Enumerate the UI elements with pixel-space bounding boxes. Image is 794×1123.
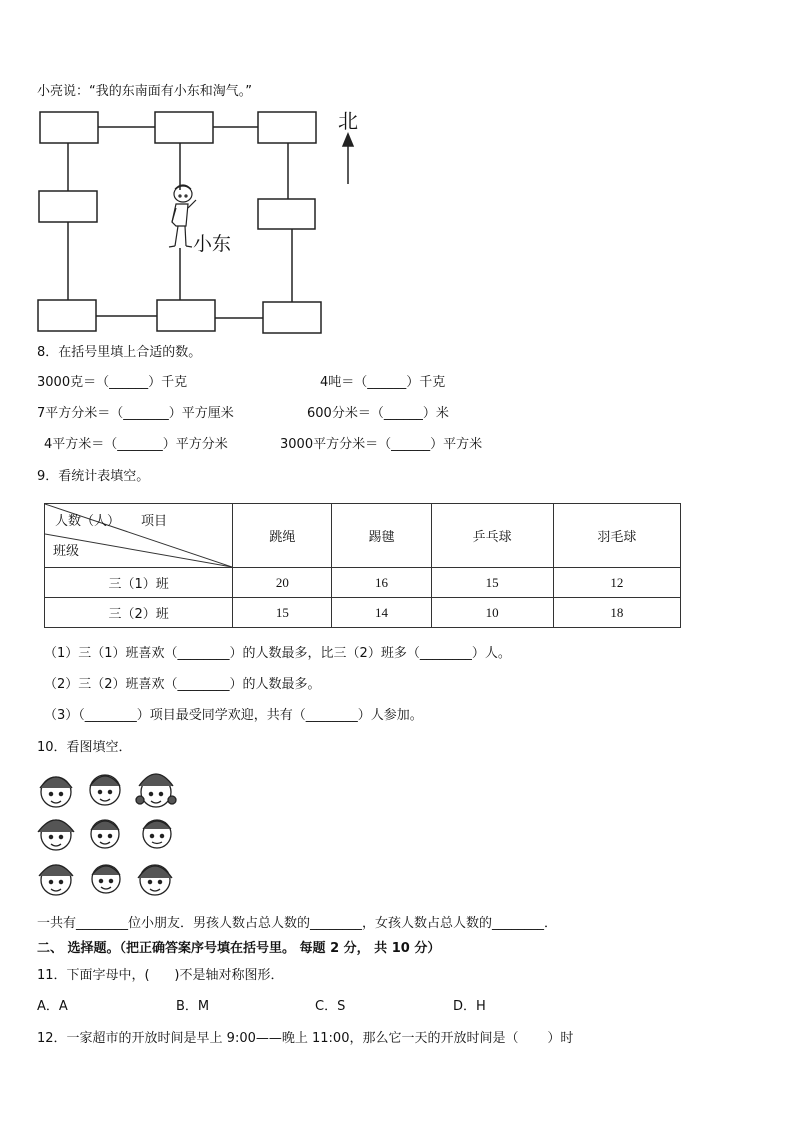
q8-item: 7平方分米＝（_______）平方厘米 (37, 406, 234, 421)
person-label: 小东 (193, 233, 232, 255)
column-header: 跳绳 (233, 504, 332, 568)
table-cell: 12 (553, 568, 680, 598)
girl-face-icon (138, 865, 172, 895)
girl-face-icon (39, 865, 73, 895)
q10-title: 10．看图填空． (37, 740, 132, 755)
q8-title: 8．在括号里填上合适的数。 (37, 345, 202, 360)
q8-item: 4吨＝（______）千克 (320, 375, 446, 390)
q11-title: 11．下面字母中，( )不是轴对称图形． (37, 968, 284, 983)
q10-fill: 一共有________位小朋友．男孩人数占总人数的________，女孩人数占总人数的________． (37, 916, 558, 931)
column-header: 羽毛球 (553, 504, 680, 568)
row-class: 三（2）班 (45, 598, 233, 628)
boy-face-icon (143, 820, 171, 848)
girl-face-icon (38, 820, 74, 850)
q8-item: 600分米＝（______）米 (307, 406, 449, 421)
boy-face-icon (90, 775, 120, 805)
table-cell: 15 (233, 598, 332, 628)
girl-face-icon (136, 774, 176, 807)
corner-label-count: 人数（人） (55, 514, 121, 529)
q12-title: 12．一家超市的开放时间是早上 9:00——晚上 11:00，那么它一天的开放时间是（ ）时 (37, 1031, 574, 1046)
table-cell: 15 (431, 568, 553, 598)
corner-label-item: 项目 (141, 514, 168, 529)
boy-face-icon (92, 865, 120, 893)
q11-option: D．H (453, 999, 486, 1014)
q8-item: 4平方米＝（_______）平方分米 (44, 437, 228, 452)
boy-face-icon (91, 820, 119, 848)
q11-option: A．A (37, 999, 68, 1014)
q9-question: （1）三（1）班喜欢（________）的人数最多，比三（2）班多（________）人。 (44, 646, 511, 661)
north-label: 北 (338, 109, 358, 133)
q9-title: 9．看统计表填空。 (37, 469, 150, 484)
q8-item: 3000平方分米＝（______）平方米 (280, 437, 483, 452)
corner-label-class: 班级 (53, 544, 80, 559)
table-cell: 18 (553, 598, 680, 628)
girl-face-icon (40, 777, 72, 807)
intro-quote: 小亮说：“我的东南面有小东和淘气。” (37, 84, 252, 99)
table-cell: 14 (332, 598, 431, 628)
q11-option: B．M (176, 999, 210, 1014)
section-2-heading: 二、 选择题。（把正确答案序号填在括号里。 每题 2 分， 共 10 分） (37, 941, 441, 956)
q9-question: （2）三（2）班喜欢（________）的人数最多。 (44, 677, 321, 692)
q11-option: C．S (315, 999, 346, 1014)
table-cell: 20 (233, 568, 332, 598)
q8-item: 3000克＝（______）千克 (37, 375, 188, 390)
column-header: 乒乓球 (431, 504, 553, 568)
table-cell: 10 (431, 598, 553, 628)
column-header: 踢毽 (332, 504, 431, 568)
q9-question: （3）（________）项目最受同学欢迎，共有（________）人参加。 (44, 708, 423, 723)
table-cell: 16 (332, 568, 431, 598)
row-class: 三（1）班 (45, 568, 233, 598)
